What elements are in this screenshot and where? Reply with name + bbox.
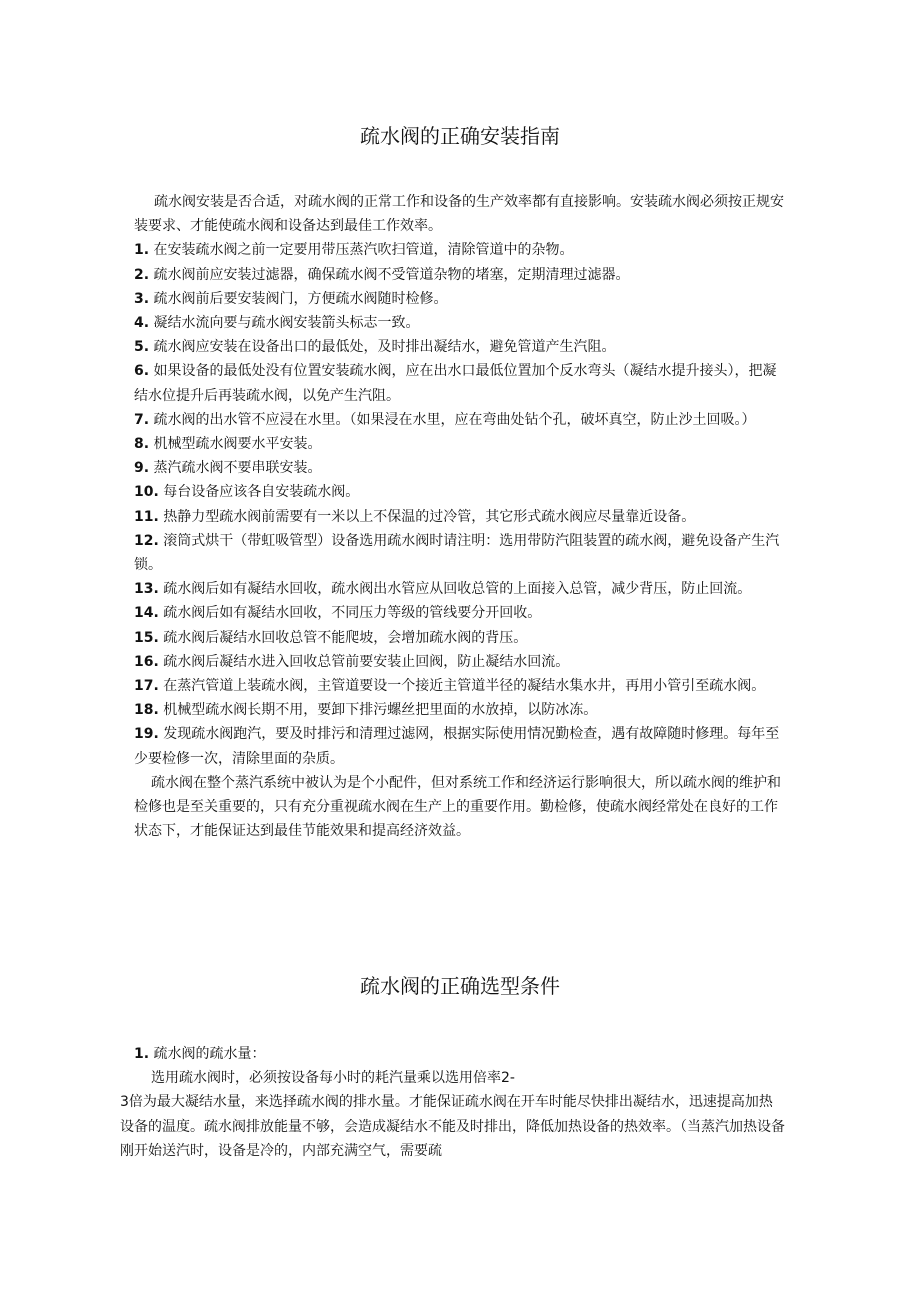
item-number: 14.: [134, 605, 159, 622]
item-text: 在蒸汽管道上装疏水阀，主管道要设一个接近主管道半径的凝结水集水井，再用小管引至疏水阀。: [163, 678, 766, 695]
item-number: 9.: [134, 460, 150, 477]
item-text: 每台设备应该各自安装疏水阀。: [163, 484, 360, 501]
list-item: [134, 601, 786, 625]
item-number: 1.: [134, 242, 150, 259]
list-item: [134, 287, 786, 311]
selection-paragraph-body: 3倍为最大凝结水量，来选择疏水阀的排水量。才能保证疏水阀在开车时能尽快排出凝结水，迅速提高加热设备的温度。疏水阀排放能量不够，会造成凝结水不能及时排出，降低加热设备的热效率。（当蒸汽加热设备刚开始送汽时，设备是冷的，内部充满空气，需要疏: [120, 1094, 785, 1159]
list-item: [134, 674, 786, 698]
item-text: 热静力型疏水阀前需要有一米以上不保温的过冷管，其它形式疏水阀应尽量靠近设备。: [163, 508, 696, 525]
item-number: 17.: [134, 678, 159, 695]
item-number: 5.: [134, 339, 150, 356]
item-number: 16.: [134, 653, 159, 670]
item-number: 4.: [134, 315, 150, 332]
install-steps-list: [134, 238, 786, 770]
item-text: 疏水阀后凝结水回收总管不能爬坡，会增加疏水阀的背压。: [163, 629, 528, 646]
list-item: [134, 650, 786, 674]
list-item: [134, 359, 786, 407]
list-item: [134, 626, 786, 650]
list-item: [134, 408, 786, 432]
item-text: 滚筒式烘干（带虹吸管型）设备选用疏水阀时请注明：选用带防汽阻装置的疏水阀，避免设备产生汽锁。: [134, 532, 780, 574]
item-number: 8.: [134, 436, 150, 453]
selection-paragraph-first-line: 选用疏水阀时，必须按设备每小时的耗汽量乘以选用倍率2-: [151, 1070, 515, 1087]
item-text: 在安装疏水阀之前一定要用带压蒸汽吹扫管道，清除管道中的杂物。: [153, 242, 574, 259]
item-text: 疏水阀前应安装过滤器，确保疏水阀不受管道杂物的堵塞，定期清理过滤器。: [153, 266, 630, 283]
list-item: [134, 238, 786, 262]
list-item: [134, 1042, 786, 1066]
item-number: 1.: [134, 1046, 150, 1062]
item-number: 11.: [134, 508, 159, 525]
section2-title: 疏水阀的正确选型条件: [360, 974, 560, 998]
item-text: 机械型疏水阀长期不用，要卸下排污螺丝把里面的水放掉，以防冰冻。: [163, 702, 598, 719]
item-text: 疏水阀前后要安装阀门，方便疏水阀随时检修。: [153, 290, 448, 307]
item-number: 2.: [134, 266, 150, 283]
item-number: 6.: [134, 363, 150, 380]
item-number: 19.: [134, 726, 159, 743]
item-number: 7.: [134, 411, 150, 428]
section2-body: [120, 1042, 786, 1163]
list-item: [134, 722, 786, 770]
list-item: [134, 698, 786, 722]
list-item: [134, 577, 786, 601]
item-text: 疏水阀应安装在设备出口的最低处，及时排出凝结水，避免管道产生汽阻。: [153, 339, 616, 356]
section1-conclusion: 疏水阀在整个蒸汽系统中被认为是个小配件，但对系统工作和经济运行影响很大，所以疏水阀的维护和检修也是至关重要的，只有充分重视疏水阀在生产上的重要作用。勤检修，使疏水阀经常处在良好的工作状态下，才能保证达到最佳节能效果和提高经济效益。: [134, 774, 781, 840]
item-number: 3.: [134, 290, 150, 307]
item-text: 疏水阀后如有凝结水回收，疏水阀出水管应从回收总管的上面接入总管，减少背压，防止回流。: [163, 581, 752, 598]
item-text: 机械型疏水阀要水平安装。: [153, 436, 322, 453]
list-item: [134, 311, 786, 335]
item-text: 发现疏水阀跑汽，要及时排污和清理过滤网，根据实际使用情况勤检查，遇有故障随时修理。每年至少要检修一次，清除里面的杂质。: [134, 726, 780, 767]
list-item: [134, 456, 786, 480]
list-item: [134, 529, 786, 577]
item-number: 10.: [134, 484, 159, 501]
list-item: [134, 335, 786, 359]
list-item: [134, 432, 786, 456]
section1-title: 疏水阀的正确安装指南: [360, 124, 560, 148]
item-number: 18.: [134, 702, 159, 719]
section1-body: [134, 190, 786, 843]
list-item: [134, 505, 786, 529]
list-item: [134, 263, 786, 287]
section1-intro: 疏水阀安装是否合适，对疏水阀的正常工作和设备的生产效率都有直接影响。安装疏水阀必须按正规安装要求、才能使疏水阀和设备达到最佳工作效率。: [134, 194, 784, 235]
item-text: 凝结水流向要与疏水阀安装箭头标志一致。: [153, 315, 420, 332]
item-text: 疏水阀后凝结水进入回收总管前要安装止回阀，防止凝结水回流。: [163, 653, 570, 670]
item-text: 如果设备的最低处没有位置安装疏水阀，应在出水口最低位置加个反水弯头（凝结水提升接头），把凝结水位提升后再装疏水阀，以免产生汽阻。: [134, 363, 777, 404]
list-item: [134, 480, 786, 504]
item-number: 13.: [134, 581, 159, 598]
item-text: 疏水阀后如有凝结水回收，不同压力等级的管线要分开回收。: [163, 605, 542, 622]
item-text: 蒸汽疏水阀不要串联安装。: [153, 460, 322, 477]
item-number: 15.: [134, 629, 159, 646]
item-text: 疏水阀的出水管不应浸在水里。（如果浸在水里，应在弯曲处钻个孔，破坏真空，防止沙土回吸。）: [153, 411, 756, 428]
item-number: 12.: [134, 532, 159, 549]
item-label: 疏水阀的疏水量：: [153, 1046, 266, 1062]
